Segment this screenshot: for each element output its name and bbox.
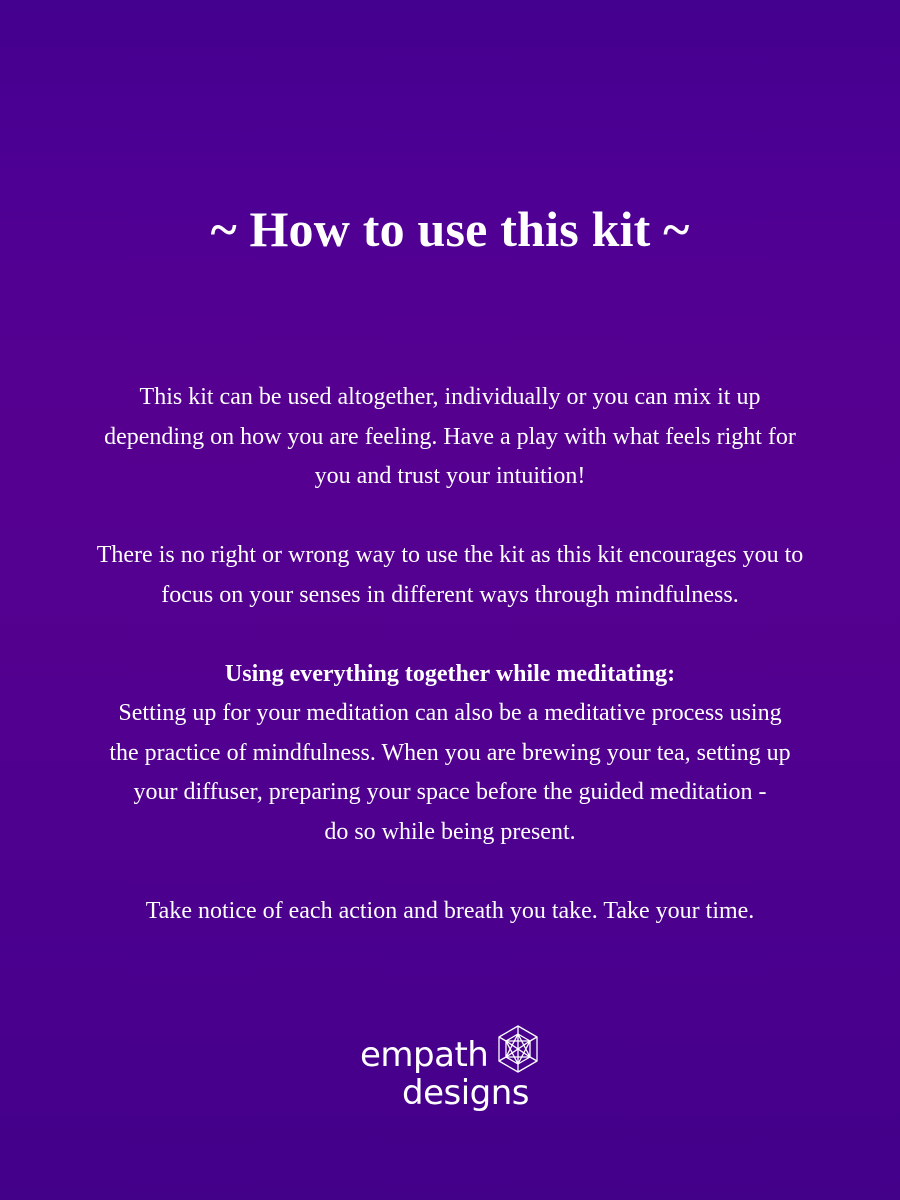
paragraph-gap bbox=[60, 852, 840, 892]
paragraph-line: the practice of mindfulness. When you are brewing your tea, setting up bbox=[109, 739, 791, 766]
instructions-body bbox=[60, 378, 840, 931]
paragraph-line: your diffuser, preparing your space before the guided meditation - bbox=[133, 779, 767, 805]
logo-wordmark-line2: designs bbox=[402, 1073, 530, 1113]
paragraph-gap bbox=[60, 615, 840, 655]
paragraph-line: There is no right or wrong way to use the kit as this kit encourages you to bbox=[96, 542, 804, 568]
page-title: ~ How to use this kit ~ bbox=[210, 201, 690, 257]
paragraph-gap bbox=[60, 497, 840, 537]
section-subheading: Using everything together while meditating: bbox=[224, 660, 676, 687]
paragraph-line: Take notice of each action and breath you take. Take your time. bbox=[145, 897, 755, 924]
paragraph-line: This kit can be used altogether, individually or you can mix it up bbox=[139, 384, 761, 410]
sacred-geometry-icon bbox=[496, 1024, 540, 1074]
paragraph-line: depending on how you are feeling. Have a play with what feels right for bbox=[104, 423, 796, 450]
logo-wordmark-line1: empath bbox=[360, 1035, 489, 1075]
paragraph-line: Setting up for your meditation can also be a meditative process using bbox=[118, 700, 782, 726]
paragraph-line: focus on your senses in different ways through mindfulness. bbox=[161, 581, 739, 608]
paragraph-line: do so while being present. bbox=[324, 818, 576, 845]
paragraph-line: you and trust your intuition! bbox=[314, 463, 586, 489]
brand-logo bbox=[360, 1022, 550, 1122]
